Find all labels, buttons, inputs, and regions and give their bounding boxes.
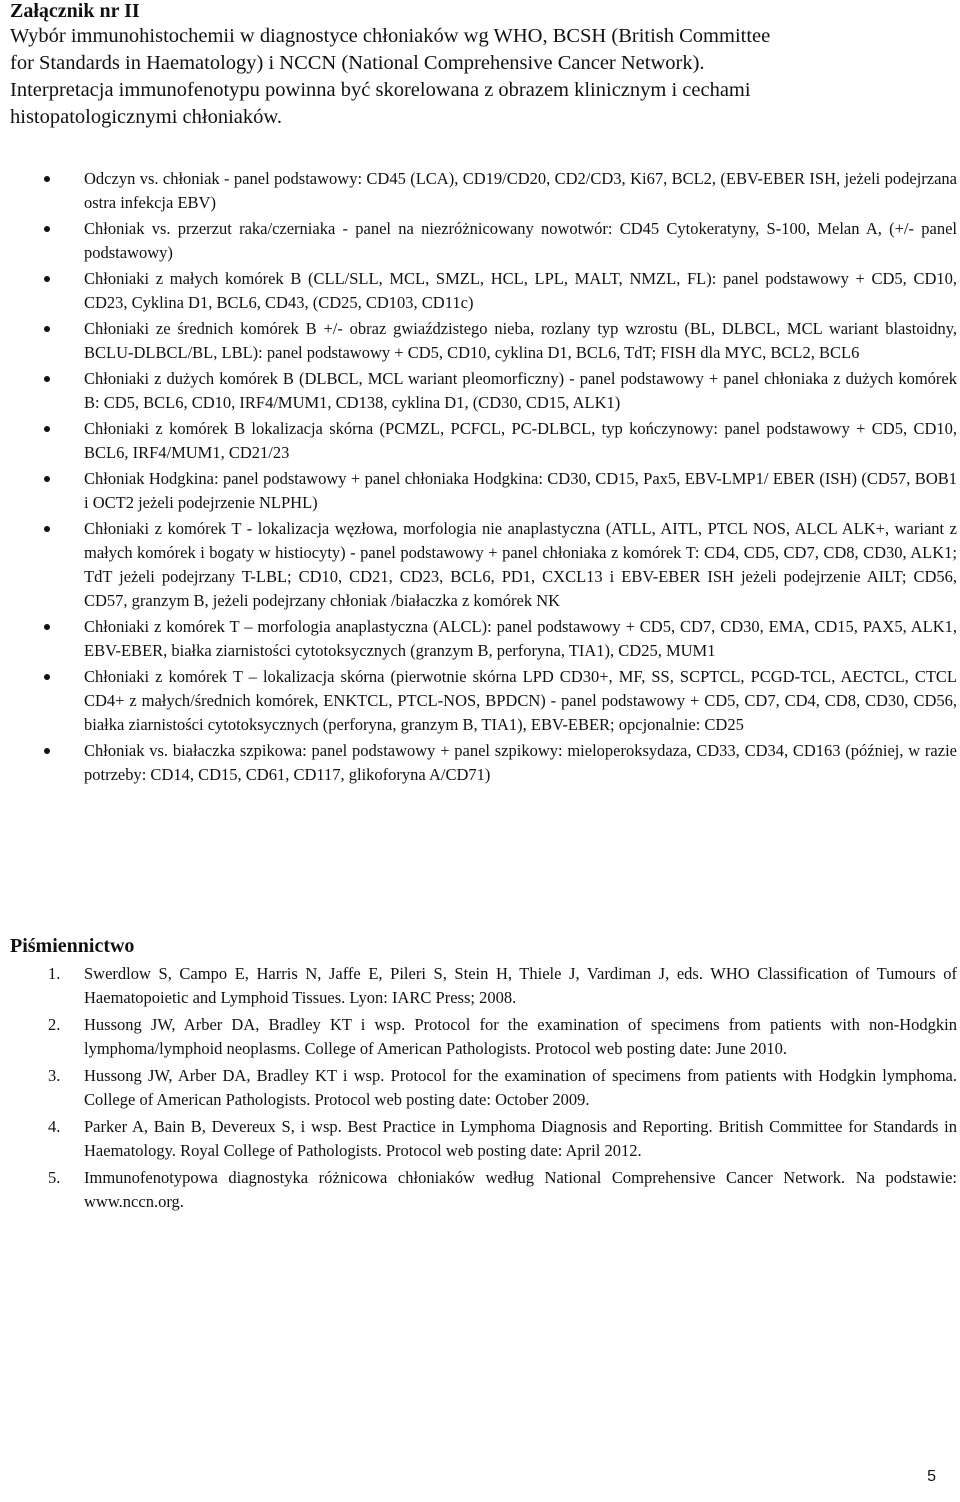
bullet-icon [44,748,50,754]
reference-item [48,962,957,1010]
bullet-item [84,467,957,515]
bullet-icon [44,176,50,182]
bullet-item [84,615,957,663]
bullet-text: Chłoniaki z komórek B lokalizacja skórna (PCMZL, PCFCL, PC-DLBCL, typ kończynowy: panel podstawowy + CD5, CD10, BCL6, IRF4/MUM1, CD21/23 [84,419,957,462]
bullet-icon [44,276,50,282]
bullet-icon [44,226,50,232]
references-list [48,962,957,1217]
bullet-text: Chłoniaki z komórek T – morfologia anaplastyczna (ALCL): panel podstawowy + CD5, CD7, CD30, EMA, CD15, PAX5, ALK1, EBV-EBER, białka ziarnistości cytotoksycznych (granzym B, perforyna, TIA1), CD25, MUM1 [84,617,957,660]
reference-number: 5. [48,1168,61,1187]
bullet-icon [44,674,50,680]
bullet-icon [44,326,50,332]
reference-number: 4. [48,1117,61,1136]
bullet-text: Chłoniak vs. przerzut raka/czerniaka - panel na niezróżnicowany nowotwór: CD45 Cytokeratyny, S-100, Melan A, (+/- panel podstawowy) [84,219,957,262]
bullet-item [84,317,957,365]
bullet-text: Chłoniaki ze średnich komórek B +/- obraz gwiaździstego nieba, rozlany typ wzrostu (BL, DLBCL, MCL wariant blastoidny, BCLU-DLBCL/BL, LBL): panel podstawowy + CD5, CD10, cyklina D1, BCL6, TdT; FISH dla MYC, BCL2, BCL6 [84,319,957,362]
bullet-icon [44,376,50,382]
bullet-text: Chłoniak Hodgkina: panel podstawowy + panel chłoniaka Hodgkina: CD30, CD15, Pax5, EBV-LMP1/ EBER (ISH) (CD57, BOB1 i OCT2 jeżeli podejrzenie NLPHL) [84,469,957,512]
intro-line: for Standards in Haematology) i NCCN (National Comprehensive Cancer Network). [10,52,705,74]
bullet-icon [44,526,50,532]
bullet-text: Chłoniaki z komórek T – lokalizacja skórna (pierwotnie skórna LPD CD30+, MF, SS, SCPTCL, PCGD-TCL, AECTCL, CTCL CD4+ z małych/średnich komórek, ENKTCL, PTCL-NOS, BPDCN) - panel podstawowy + CD5, CD7, CD4, CD8, CD30, CD56, białka ziarnistości cytotoksycznych (perforyna, granzym B, TIA1), EBV-EBER; opcjonalnie: CD25 [84,667,957,734]
reference-text: Immunofenotypowa diagnostyka różnicowa chłoniaków według National Comprehensive Cancer Network. Na podstawie: www.nccn.org. [84,1168,957,1211]
intro-paragraph [10,23,955,131]
reference-item [48,1013,957,1061]
page-number: 5 [927,1468,936,1485]
reference-text: Hussong JW, Arber DA, Bradley KT i wsp. Protocol for the examination of specimens from patients with non-Hodgkin lymphoma/lymphoid neoplasms. College of American Pathologists. Protocol web posting date: June 2010. [84,1015,957,1058]
bullet-text: Chłoniak vs. białaczka szpikowa: panel podstawowy + panel szpikowy: mieloperoksydaza, CD33, CD34, CD163 (później, w razie potrzeby: CD14, CD15, CD61, CD117, glikoforyna A/CD71) [84,741,957,784]
bullet-item [84,217,957,265]
reference-item [48,1115,957,1163]
reference-text: Swerdlow S, Campo E, Harris N, Jaffe E, Pileri S, Stein H, Thiele J, Vardiman J, eds. WHO Classification of Tumours of Haematopoietic and Lymphoid Tissues. Lyon: IARC Press; 2008. [84,964,957,1007]
intro-line: histopatologicznymi chłoniaków. [10,106,282,128]
reference-number: 1. [48,964,61,983]
intro-line: Wybór immunohistochemii w diagnostyce chłoniaków wg WHO, BCSH (British Committee [10,25,771,47]
reference-item [48,1166,957,1214]
bullet-icon [44,476,50,482]
bullet-item [84,417,957,465]
reference-number: 3. [48,1066,61,1085]
bullet-icon [44,624,50,630]
reference-number: 2. [48,1015,61,1034]
annex-heading: Załącznik nr II [10,0,140,22]
reference-item [48,1064,957,1112]
bullet-item [84,367,957,415]
bullet-text: Chłoniaki z dużych komórek B (DLBCL, MCL wariant pleomorficzny) - panel podstawowy + panel chłoniaka z dużych komórek B: CD5, BCL6, CD10, IRF4/MUM1, CD138, cyklina D1, (CD30, CD15, ALK1) [84,369,957,412]
bullet-text: Chłoniaki z małych komórek B (CLL/SLL, MCL, SMZL, HCL, LPL, MALT, NMZL, FL): panel podstawowy + CD5, CD10, CD23, Cyklina D1, BCL6, CD43, (CD25, CD103, CD11c) [84,269,957,312]
intro-line: Interpretacja immunofenotypu powinna być skorelowana z obrazem klinicznym i cechami [10,79,751,101]
bullet-icon [44,426,50,432]
bullet-item [84,665,957,737]
bullet-text: Odczyn vs. chłoniak - panel podstawowy: CD45 (LCA), CD19/CD20, CD2/CD3, Ki67, BCL2, (EBV-EBER ISH, jeżeli podejrzana ostra infekcja EBV) [84,169,957,212]
panel-bullet-list [84,167,957,789]
reference-text: Parker A, Bain B, Devereux S, i wsp. Best Practice in Lymphoma Diagnosis and Reporting. British Committee for Standards in Haematology. Royal College of Pathologists. Protocol web posting date: April 2012. [84,1117,957,1160]
bullet-item [84,739,957,787]
references-title: Piśmiennictwo [10,935,135,957]
bullet-item [84,167,957,215]
bullet-item [84,517,957,613]
reference-text: Hussong JW, Arber DA, Bradley KT i wsp. Protocol for the examination of specimens from patients with Hodgkin lymphoma. College of American Pathologists. Protocol web posting date: October 2009. [84,1066,957,1109]
bullet-item [84,267,957,315]
bullet-text: Chłoniaki z komórek T - lokalizacja węzłowa, morfologia nie anaplastyczna (ATLL, AITL, PTCL NOS, ALCL ALK+, wariant z małych komórek i bogaty w histiocyty) - panel podstawowy + panel chłoniaka z komórek T: CD4, CD5, CD7, CD8, CD30, ALK1; TdT jeżeli podejrzany T-LBL; CD10, CD21, CD23, BCL6, PD1, CXCL13 i EBV-EBER ISH jeżeli podejrzenie AILT; CD56, CD57, granzym B, jeżeli podejrzany chłoniak /białaczka z komórek NK [84,519,957,610]
